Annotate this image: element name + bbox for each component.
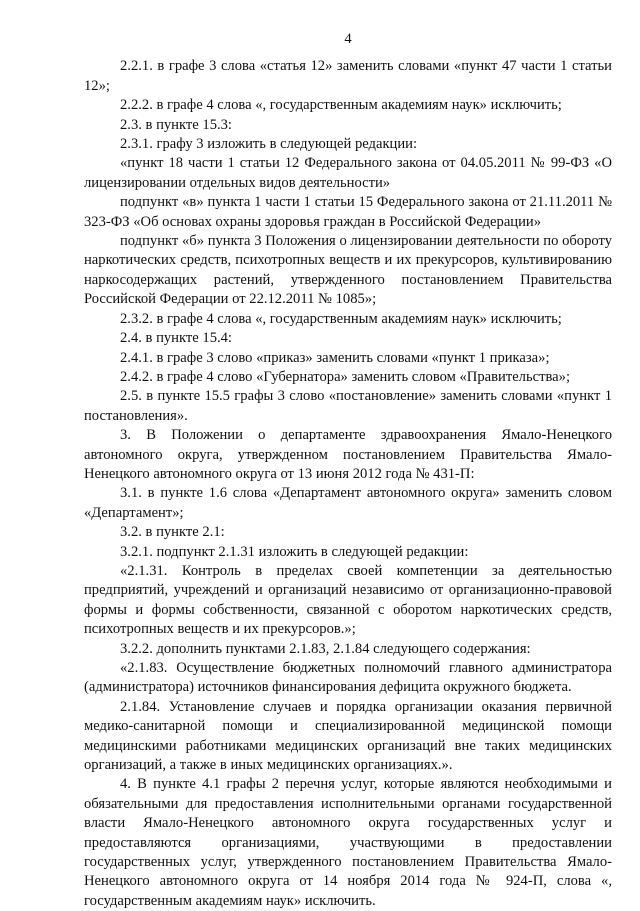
- paragraph-2-4: 2.4. в пункте 15.4:: [120, 330, 232, 347]
- paragraph-2-5: 2.5. в пункте 15.5 графы 3 слово «постановление» заменить словами «пункт 1 постановления».: [84, 388, 612, 424]
- paragraph-3-2: 3.2. в пункте 2.1:: [120, 524, 225, 541]
- paragraph-2-3-2: 2.3.2. в графе 4 слова «, государственным академиям наук» исключить;: [120, 310, 562, 327]
- paragraph-323-fz: подпункт «в» пункта 1 части 1 статьи 15 Федерального закона от 21.11.2011 № 323-ФЗ «Об основах охраны здоровья граждан в Российской Федерации»: [84, 194, 612, 230]
- paragraph-3-2-2: 3.2.2. дополнить пунктами 2.1.83, 2.1.84 следующего содержания:: [120, 640, 531, 657]
- paragraph-licensing-1085: подпункт «б» пункта 3 Положения о лицензировании деятельности по обороту наркотических средств, психотропных веществ и их прекурсоров, культивированию наркосодержащих растений, утвержденного постановлением Правительства Российской Федерации от 22.12.2011 № 1085»;: [84, 233, 612, 308]
- paragraph-3-2-1: 3.2.1. подпункт 2.1.31 изложить в следующей редакции:: [120, 543, 469, 560]
- paragraph-3: 3. В Положении о департаменте здравоохранения Ямало-Ненецкого автономного округа, утвержденном постановлением Правительства Ямало-Ненецкого автономного округа от 13 июня 2012 года № 431-П:: [84, 427, 612, 482]
- paragraph-2-3-1: 2.3.1. графу 3 изложить в следующей редакции:: [120, 136, 418, 153]
- paragraph-3-1: 3.1. в пункте 1.6 слова «Департамент автономного округа» заменить словом «Департамент»;: [84, 485, 612, 521]
- paragraph-4: 4. В пункте 4.1 графы 2 перечня услуг, которые являются необходимыми и обязательными для предоставления исполнительными органами государственной власти Ямало-Ненецкого автономного округа государственных услуг и предоставляются организациями, участвующими в предоставлении государственных услуг, утвержденного постановлением Правительства Ямало-Ненецкого автономного округа от 14 ноября 2014 года № 924-П, слова «, государственным академиям наук» исключить.: [84, 776, 612, 909]
- document-page: [84, 30, 612, 911]
- paragraph-2-2-1: 2.2.1. в графе 3 слова «статья 12» заменить словами «пункт 47 части 1 статьи 12»;: [84, 58, 612, 94]
- paragraph-2-1-84: 2.1.84. Установление случаев и порядка организации оказания первичной медико-санитарной помощи и специализированной медицинской помощи медицинскими работниками медицинских организаций вне таких медицинских организаций, а также в иных медицинских организациях.».: [84, 698, 612, 774]
- paragraph-2-3: 2.3. в пункте 15.3:: [120, 116, 232, 133]
- page-number: 4: [344, 31, 352, 47]
- paragraph-2-1-83: «2.1.83. Осуществление бюджетных полномочий главного администратора (администратора) источников финансирования дефицита окружного бюджета.: [84, 660, 612, 696]
- paragraph-2-1-31: «2.1.31. Контроль в пределах своей компетенции за деятельностью предприятий, учреждений и организаций независимо от организационно-правовой формы и формы собственности, связанной с оборотом наркотических средств, психотропных веществ и их прекурсоров.»;: [84, 562, 612, 638]
- paragraph-2-4-1: 2.4.1. в графе 3 слово «приказ» заменить словами «пункт 1 приказа»;: [120, 349, 550, 366]
- paragraph-quote-99-fz: «пункт 18 части 1 статьи 12 Федерального закона от 04.05.2011 № 99-ФЗ «О лицензировании отдельных видов деятельности»: [84, 155, 612, 191]
- paragraph-2-4-2: 2.4.2. в графе 4 слово «Губернатора» заменить словом «Правительства»;: [120, 368, 570, 385]
- paragraph-2-2-2: 2.2.2. в графе 4 слова «, государственным академиям наук» исключить;: [120, 97, 562, 114]
